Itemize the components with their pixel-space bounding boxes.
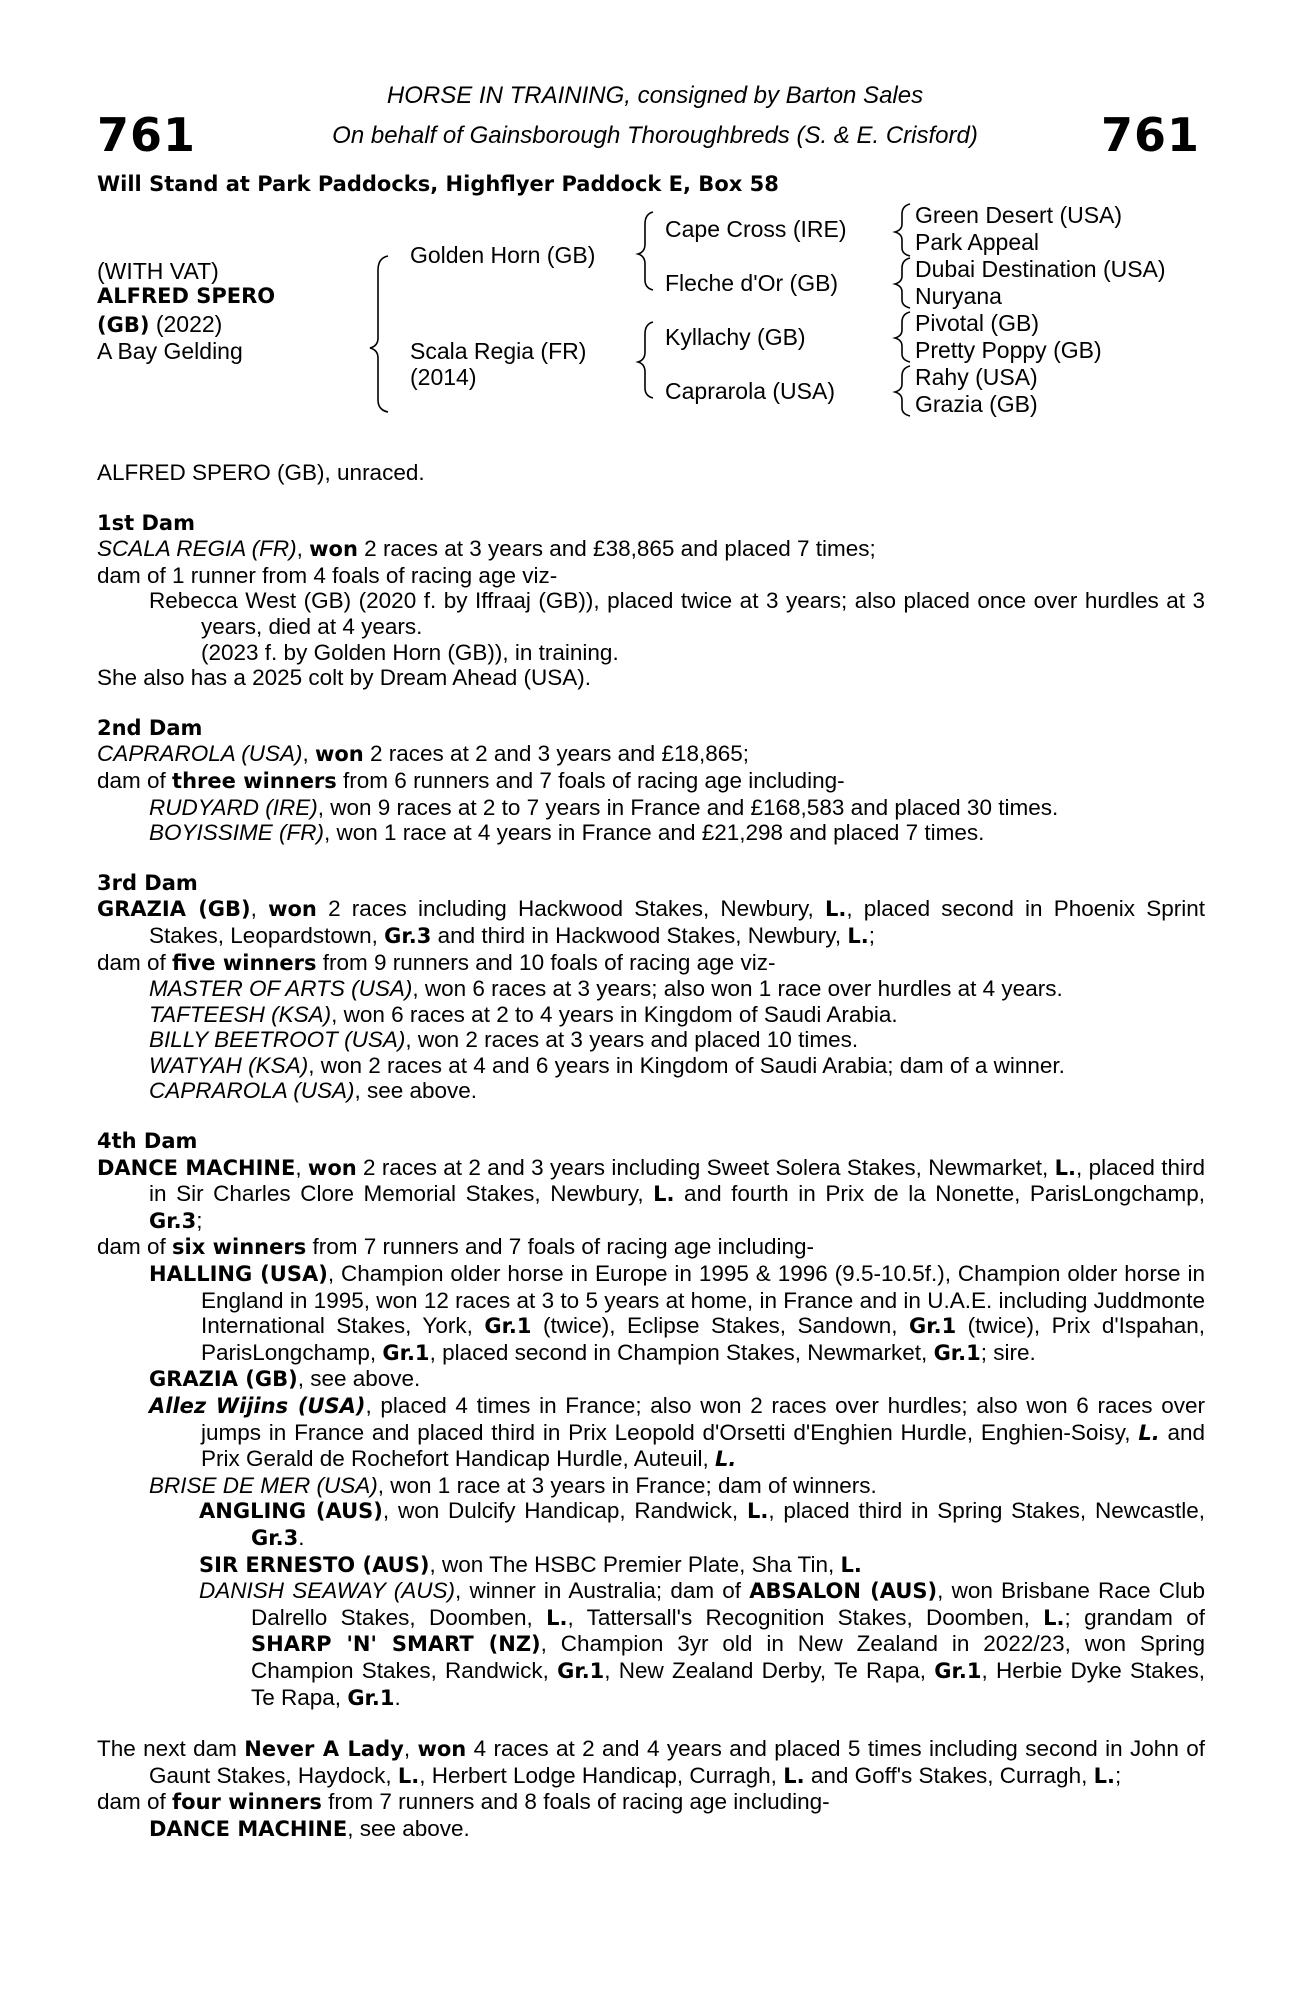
produce-entry: Allez Wijins (USA), placed 4 times in France; also won 2 races over hurdles; also won 6 races over jumps in France and placed third in Prix Leopold d'Orsetti d'Enghien Hurdle, Enghien-Soisy, L. and Prix Gerald de Rochefort Handicap Hurdle, Auteuil, L. — [149, 1393, 1205, 1472]
ancestor-4: Nuryana — [915, 283, 1002, 309]
bracket-sire — [638, 212, 653, 290]
first-dam-record: SCALA REGIA (FR), won 2 races at 3 years and £38,865 and placed 7 times; — [97, 536, 876, 562]
bracket-dam — [638, 322, 653, 398]
fourth-dam-produce: dam of six winners from 7 runners and 7 foals of racing age including- — [97, 1234, 814, 1260]
bracket-g2 — [895, 258, 910, 308]
produce-entry: BOYISSIME (FR), won 1 race at 4 years in France and £21,298 and placed 7 times. — [149, 820, 985, 846]
third-dam-record: GRAZIA (GB), won 2 races including Hackwood Stakes, Newbury, L., placed second in Phoenix Sprint Stakes, Leopardstown, Gr.3 and third in Hackwood Stakes, Newbury, L.; — [97, 896, 1205, 948]
race-record: ALFRED SPERO (GB), unraced. — [97, 460, 425, 485]
bracket-sire-dam — [370, 256, 388, 412]
produce-entry: BILLY BEETROOT (USA), won 2 races at 3 years and placed 10 times. — [149, 1027, 859, 1053]
third-dam-heading: 3rd Dam — [97, 870, 198, 895]
horse-origin-year — [97, 311, 222, 338]
vendor-line: On behalf of Gainsborough Thoroughbreds (S. & E. Crisford) — [332, 122, 978, 149]
produce-entry: MASTER OF ARTS (USA), won 6 races at 3 years; also won 1 race over hurdles at 4 years. — [149, 976, 1063, 1002]
sire-name: Golden Horn (GB) — [410, 242, 596, 268]
produce-entry: CAPRAROLA (USA), see above. — [149, 1078, 478, 1104]
grandproduce-entry: SIR ERNESTO (AUS), won The HSBC Premier Plate, Sha Tin, L. — [199, 1551, 862, 1577]
produce-note: She also has a 2025 colt by Dream Ahead (USA). — [97, 665, 592, 691]
sire-dam: Fleche d'Or (GB) — [665, 270, 839, 296]
produce-entry: GRAZIA (GB), see above. — [149, 1366, 421, 1392]
produce-entry: BRISE DE MER (USA), won 1 race at 3 years in France; dam of winners. — [149, 1472, 877, 1498]
first-dam-produce: dam of 1 runner from 4 foals of racing age viz- — [97, 562, 558, 588]
family-notes — [97, 460, 1205, 1843]
horse-name: ALFRED SPERO — [97, 284, 276, 308]
dam-sire: Kyllachy (GB) — [665, 324, 806, 350]
bracket-g3 — [895, 312, 910, 362]
grandproduce-entry: DANISH SEAWAY (AUS), winner in Australia; dam of ABSALON (AUS), won Brisbane Race Club Dalrello Stakes, Doomben, L., Tattersall's Recognition Stakes, Doomben, L.; grandam of SHARP 'N' SMART (NZ), Champion 3yr old in New Zealand in 2022/23, won Spring Champion Stakes, Randwick, Gr.1, New Zealand Derby, Te Rapa, Gr.1, Herbie Dyke Stakes, Te Rapa, Gr.1. — [199, 1578, 1205, 1710]
ancestor-5: Pivotal (GB) — [915, 310, 1039, 336]
dam-name: Scala Regia (FR) — [410, 338, 587, 364]
horse-year: (2022) — [149, 311, 223, 337]
pedigree-block — [0, 0, 1315, 440]
horse-description: A Bay Gelding — [97, 338, 243, 364]
consignment-line: HORSE IN TRAINING, consigned by Barton Sales — [386, 82, 924, 109]
ancestor-6: Pretty Poppy (GB) — [915, 337, 1102, 363]
fourth-dam-heading: 4th Dam — [97, 1129, 198, 1154]
fifth-dam-record: The next dam Never A Lady, won 4 races at 2 and 4 years and placed 5 times including second in John of Gaunt Stakes, Haydock, L., Herbert Lodge Handicap, Curragh, L. and Goff's Stakes, Curragh, L.; — [97, 1736, 1205, 1788]
second-dam-record: CAPRAROLA (USA), won 2 races at 2 and 3 years and £18,865; — [97, 741, 750, 767]
second-dam-produce: dam of three winners from 6 runners and 7 foals of racing age including- — [97, 767, 845, 793]
bracket-g1 — [895, 204, 910, 256]
first-dam-heading: 1st Dam — [97, 510, 195, 535]
ancestor-8: Grazia (GB) — [915, 391, 1038, 417]
stand-location: Will Stand at Park Paddocks, Highflyer Paddock E, Box 58 — [97, 172, 779, 196]
ancestor-1: Green Desert (USA) — [915, 202, 1123, 228]
produce-entry: RUDYARD (IRE), won 9 races at 2 to 7 years in France and £168,583 and placed 30 times. — [149, 794, 1059, 820]
produce-entry: TAFTEESH (KSA), won 6 races at 2 to 4 years in Kingdom of Saudi Arabia. — [149, 1001, 898, 1027]
sire-sire: Cape Cross (IRE) — [665, 216, 847, 242]
produce-entry: DANCE MACHINE, see above. — [149, 1815, 470, 1841]
fourth-dam-record: DANCE MACHINE, won 2 races at 2 and 3 years including Sweet Solera Stakes, Newmarket, L., placed third in Sir Charles Clore Memorial Stakes, Newbury, L. and fourth in Prix de la Nonette, ParisLongchamp, Gr.3; — [97, 1154, 1206, 1233]
produce-entry: (2023 f. by Golden Horn (GB)), in training. — [201, 639, 619, 665]
dam-dam: Caprarola (USA) — [665, 378, 835, 404]
second-dam-heading: 2nd Dam — [97, 715, 203, 740]
produce-entry: Rebecca West (GB) (2020 f. by Iffraaj (GB)), placed twice at 3 years; also placed once over hurdles at 3 years, died at 4 years. — [149, 588, 1205, 639]
ancestor-2: Park Appeal — [915, 229, 1040, 255]
produce-entry: WATYAH (KSA), won 2 races at 4 and 6 years in Kingdom of Saudi Arabia; dam of a winner. — [149, 1052, 1065, 1078]
ancestor-3: Dubai Destination (USA) — [915, 256, 1166, 282]
ancestor-7: Rahy (USA) — [915, 364, 1038, 390]
grandproduce-entry: ANGLING (AUS), won Dulcify Handicap, Randwick, L., placed third in Spring Stakes, Newcastle, Gr.3. — [199, 1498, 1205, 1550]
produce-entry: HALLING (USA), Champion older horse in Europe in 1995 & 1996 (9.5-10.5f.), Champion older horse in England in 1995, won 12 races at 3 to 5 years at home, in France and in U.A.E. including Juddmonte International Stakes, York, Gr.1 (twice), Eclipse Stakes, Sandown, Gr.1 (twice), Prix d'Ispahan, ParisLongchamp, Gr.1, placed second in Champion Stakes, Newmarket, Gr.1; sire. — [149, 1261, 1205, 1365]
fifth-dam-produce: dam of four winners from 7 runners and 8 foals of racing age including- — [97, 1789, 830, 1815]
bracket-g4 — [895, 366, 910, 416]
dam-year: (2014) — [410, 364, 477, 390]
dam-name: SCALA REGIA (FR) — [97, 536, 297, 562]
horse-country: (GB) — [97, 313, 150, 337]
lot-number-left: 761 — [97, 108, 197, 162]
third-dam-produce: dam of five winners from 9 runners and 10 foals of racing age viz- — [97, 949, 776, 975]
lot-number-right: 761 — [1100, 108, 1200, 162]
vat-note: (WITH VAT) — [97, 258, 219, 284]
